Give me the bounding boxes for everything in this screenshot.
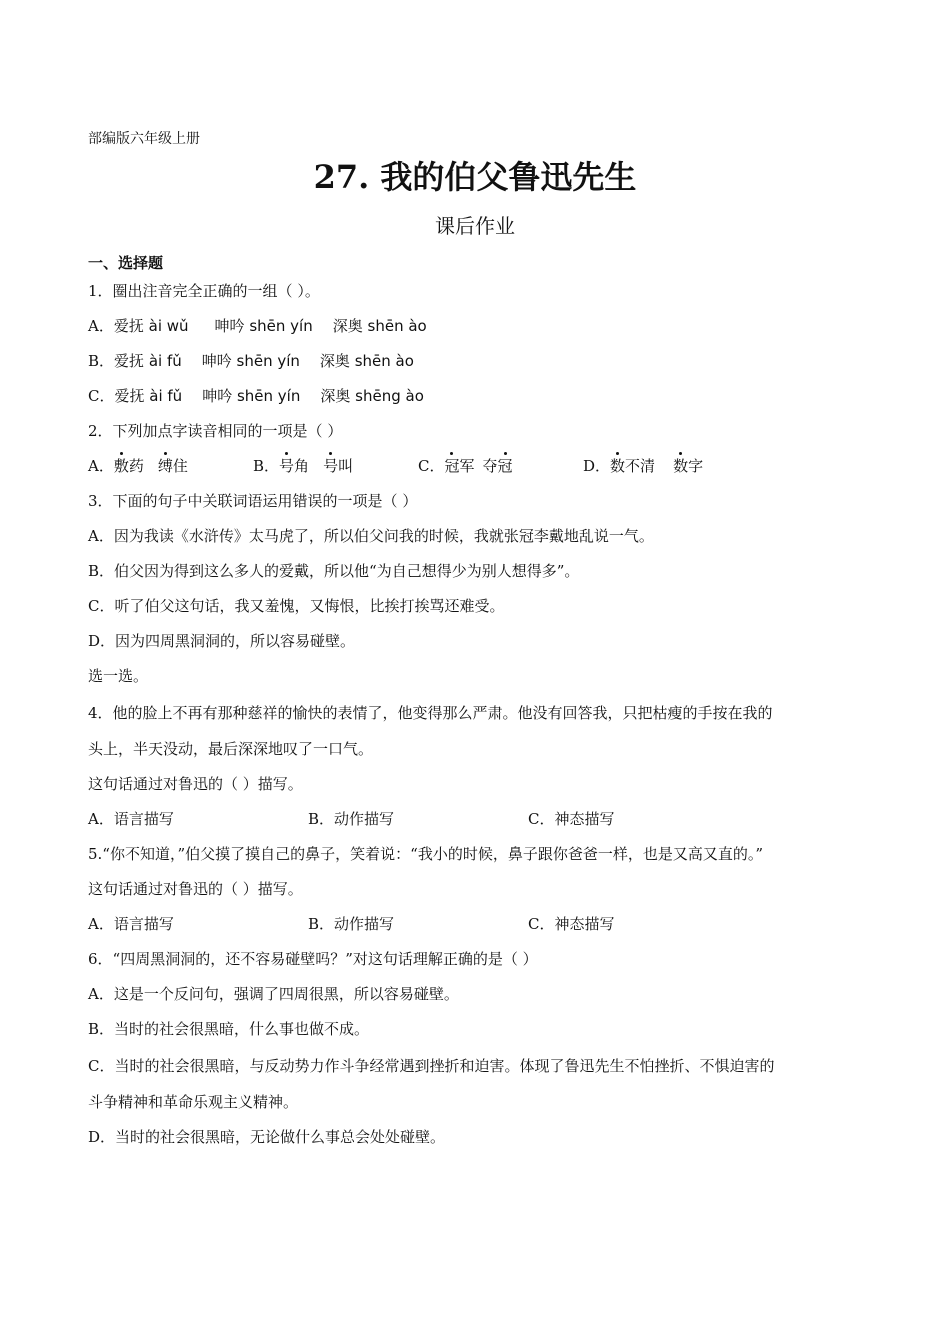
page-subtitle: 课后作业: [435, 214, 515, 238]
pinyin: ài wǔ: [148, 317, 189, 335]
q4-option-c: C．神态描写: [528, 810, 615, 828]
q1-option-c: [88, 379, 858, 414]
q6-option-b: B．当时的社会很黑暗，什么事也做不成。: [88, 1020, 370, 1038]
q2-option-b: B．号角 号叫: [253, 449, 418, 484]
q4-option-b: B．动作描写: [308, 810, 395, 828]
q6-option-c-line2: 斗争精神和革命乐观主义精神。: [88, 1093, 299, 1111]
q4-stem: 这句话通过对鲁迅的（ ）描写。: [88, 775, 303, 793]
q5-option-a: A．语言描写: [88, 915, 174, 933]
option-label: C．爱抚: [88, 387, 145, 405]
q4-option-a: A．语言描写: [88, 810, 174, 828]
page-title: 27. 我的伯父鲁迅先生: [313, 158, 637, 196]
q3-option-c: C．听了伯父这句话，我又羞愧，又悔恨，比挨打挨骂还难受。: [88, 597, 505, 615]
grade-header: 部编版六年级上册: [88, 131, 200, 147]
q2-options: [88, 449, 858, 484]
pinyin: shēng ào: [355, 387, 424, 405]
q6-option-d: D．当时的社会很黑暗，无论做什么事总会处处碰壁。: [88, 1128, 446, 1146]
q4-passage-line2: 头上，半天没动，最后深深地叹了一口气。: [88, 740, 374, 758]
q5-options: [88, 907, 858, 942]
pinyin: ài fǔ: [149, 387, 183, 405]
q1-stem: 1．圈出注音完全正确的一组（ ）。: [88, 282, 320, 300]
q5-option-c: C．神态描写: [528, 915, 615, 933]
q2-option-c: C．冠军 夺冠: [418, 449, 583, 484]
q3-stem: 3．下面的句子中关联词语运用错误的一项是（ ）: [88, 492, 418, 510]
q6-option-a: A．这是一个反问句，强调了四周很黑，所以容易碰壁。: [88, 985, 459, 1003]
pinyin: shēn yín: [236, 352, 300, 370]
question-list: [88, 252, 858, 1155]
q5-stem: 这句话通过对鲁迅的（ ）描写。: [88, 880, 303, 898]
q1-option-a: [88, 309, 858, 344]
option-label: B．爱抚: [88, 352, 145, 370]
word: 呻吟: [214, 317, 245, 335]
q6-stem: 6．“四周黑洞洞的，还不容易碰壁吗？”对这句话理解正确的是（ ）: [88, 950, 538, 968]
q6-option-c-line1: C．当时的社会很黑暗，与反动势力作斗争经常遇到挫折和迫害。体现了鲁迅先生不怕挫折、不惧迫害的: [88, 1057, 775, 1075]
q2-option-d: D．数不清 数字: [583, 449, 703, 484]
pinyin: ài fǔ: [148, 352, 182, 370]
word: 深奥: [320, 387, 351, 405]
word: 深奥: [319, 352, 350, 370]
pinyin: shēn ào: [354, 352, 414, 370]
q3-option-a: A．因为我读《水浒传》太马虎了，所以伯父问我的时候，我就张冠李戴地乱说一气。: [88, 527, 654, 545]
q3-option-d: D．因为四周黑洞洞的，所以容易碰壁。: [88, 632, 356, 650]
q2-option-a: A．敷药 缚住: [88, 449, 253, 484]
section-heading: 一、选择题: [88, 254, 164, 272]
q4-options: [88, 802, 858, 837]
q5-passage-line1: 5.“你不知道，”伯父摸了摸自己的鼻子，笑着说：“我小的时候，鼻子跟你爸爸一样，也是又高又直的。”: [88, 845, 763, 863]
q4-passage-line1: 4．他的脸上不再有那种慈祥的愉快的表情了，他变得那么严肃。他没有回答我，只把枯瘦的手按在我的: [88, 704, 773, 722]
q1-option-b: [88, 344, 858, 379]
pinyin: shēn ào: [367, 317, 427, 335]
q5-option-b: B．动作描写: [308, 915, 395, 933]
word: 深奥: [332, 317, 363, 335]
word: 呻吟: [201, 352, 232, 370]
pinyin: shēn yín: [236, 387, 301, 405]
option-label: A．爱抚: [88, 317, 144, 335]
word: 呻吟: [202, 387, 233, 405]
q3-option-b: B．伯父因为得到这么多人的爱戴，所以他“为自己想得少为别人想得多”。: [88, 562, 580, 580]
instruction-text: 选一选。: [88, 667, 149, 685]
pinyin: shēn yín: [249, 317, 313, 335]
q2-stem: 2．下列加点字读音相同的一项是（ ）: [88, 422, 343, 440]
